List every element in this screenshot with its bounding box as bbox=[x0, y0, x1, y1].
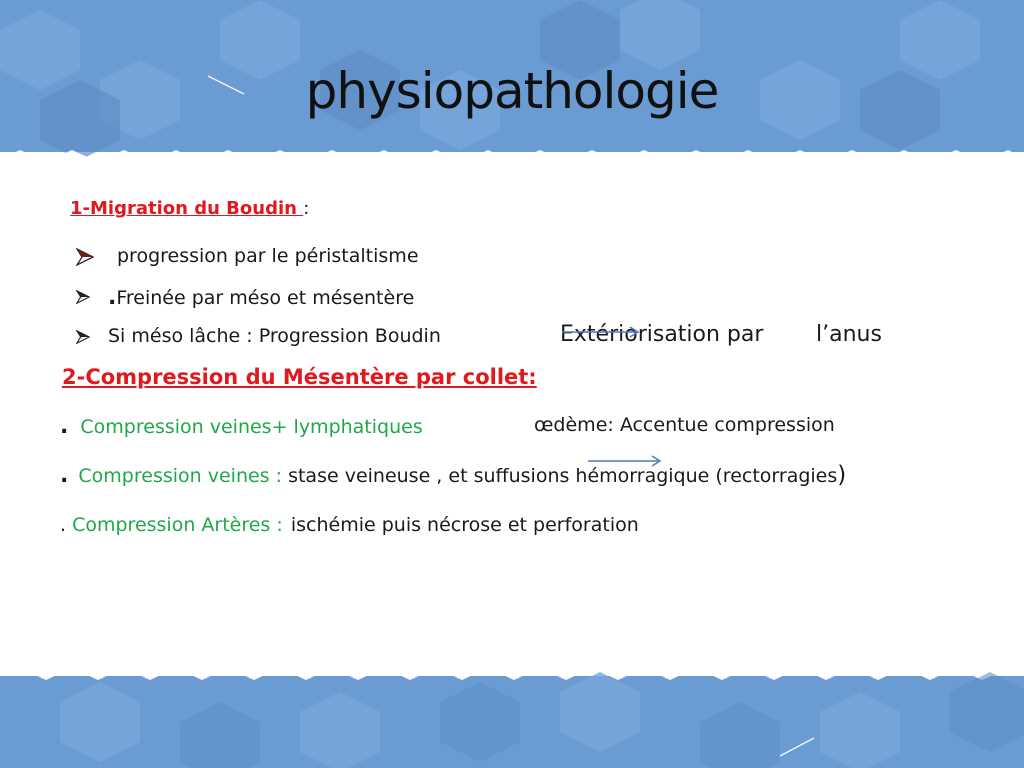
right-arrow-icon bbox=[562, 326, 642, 338]
section-heading-1 bbox=[70, 198, 309, 219]
closing-paren: ) bbox=[837, 462, 847, 488]
bullet-meso-lache: Si méso lâche : Progression Boudin bbox=[108, 325, 441, 347]
stase-veineuse-result: stase veineuse , et suffusions hémorragique (rectorragies bbox=[288, 465, 838, 487]
item-dot: . bbox=[60, 414, 69, 439]
ischemie-result: ischémie puis nécrose et perforation bbox=[290, 514, 639, 536]
arrowhead-bullet-icon bbox=[76, 290, 90, 304]
bullet-peristaltism: progression par le péristaltisme bbox=[117, 245, 419, 267]
compression-arteres-label: Compression Artères : bbox=[72, 514, 283, 536]
compression-arteres-row bbox=[60, 514, 639, 536]
compression-veines-row bbox=[60, 462, 846, 488]
bullet-freinee bbox=[108, 285, 414, 310]
migration-heading: 1-Migration du Boudin bbox=[70, 198, 304, 219]
item-dot: . bbox=[60, 514, 67, 536]
slide-title: physiopathologie bbox=[305, 62, 719, 120]
bullet-freinee-text: Freinée par méso et mésentère bbox=[116, 287, 415, 309]
oedeme-result: œdème: Accentue compression bbox=[534, 414, 835, 436]
item-dot: . bbox=[60, 463, 69, 488]
result-exteriorisation: Extériorisation par bbox=[560, 322, 764, 347]
section-heading-2 bbox=[62, 365, 537, 389]
footer-hex-band bbox=[0, 662, 1024, 768]
arrowhead-bullet-icon bbox=[76, 248, 94, 266]
arrowhead-bullet-icon bbox=[76, 330, 90, 344]
bullet-dot: . bbox=[108, 285, 117, 310]
compression-veines-lymph-row bbox=[60, 414, 423, 439]
result-anus: l’anus bbox=[816, 322, 882, 347]
compression-veines-label: Compression veines : bbox=[78, 465, 283, 487]
heading-colon: : bbox=[303, 198, 310, 219]
compression-veines-lymph-label: Compression veines+ lymphatiques bbox=[80, 416, 423, 438]
compression-heading: 2-Compression du Mésentère par collet: bbox=[62, 365, 537, 389]
